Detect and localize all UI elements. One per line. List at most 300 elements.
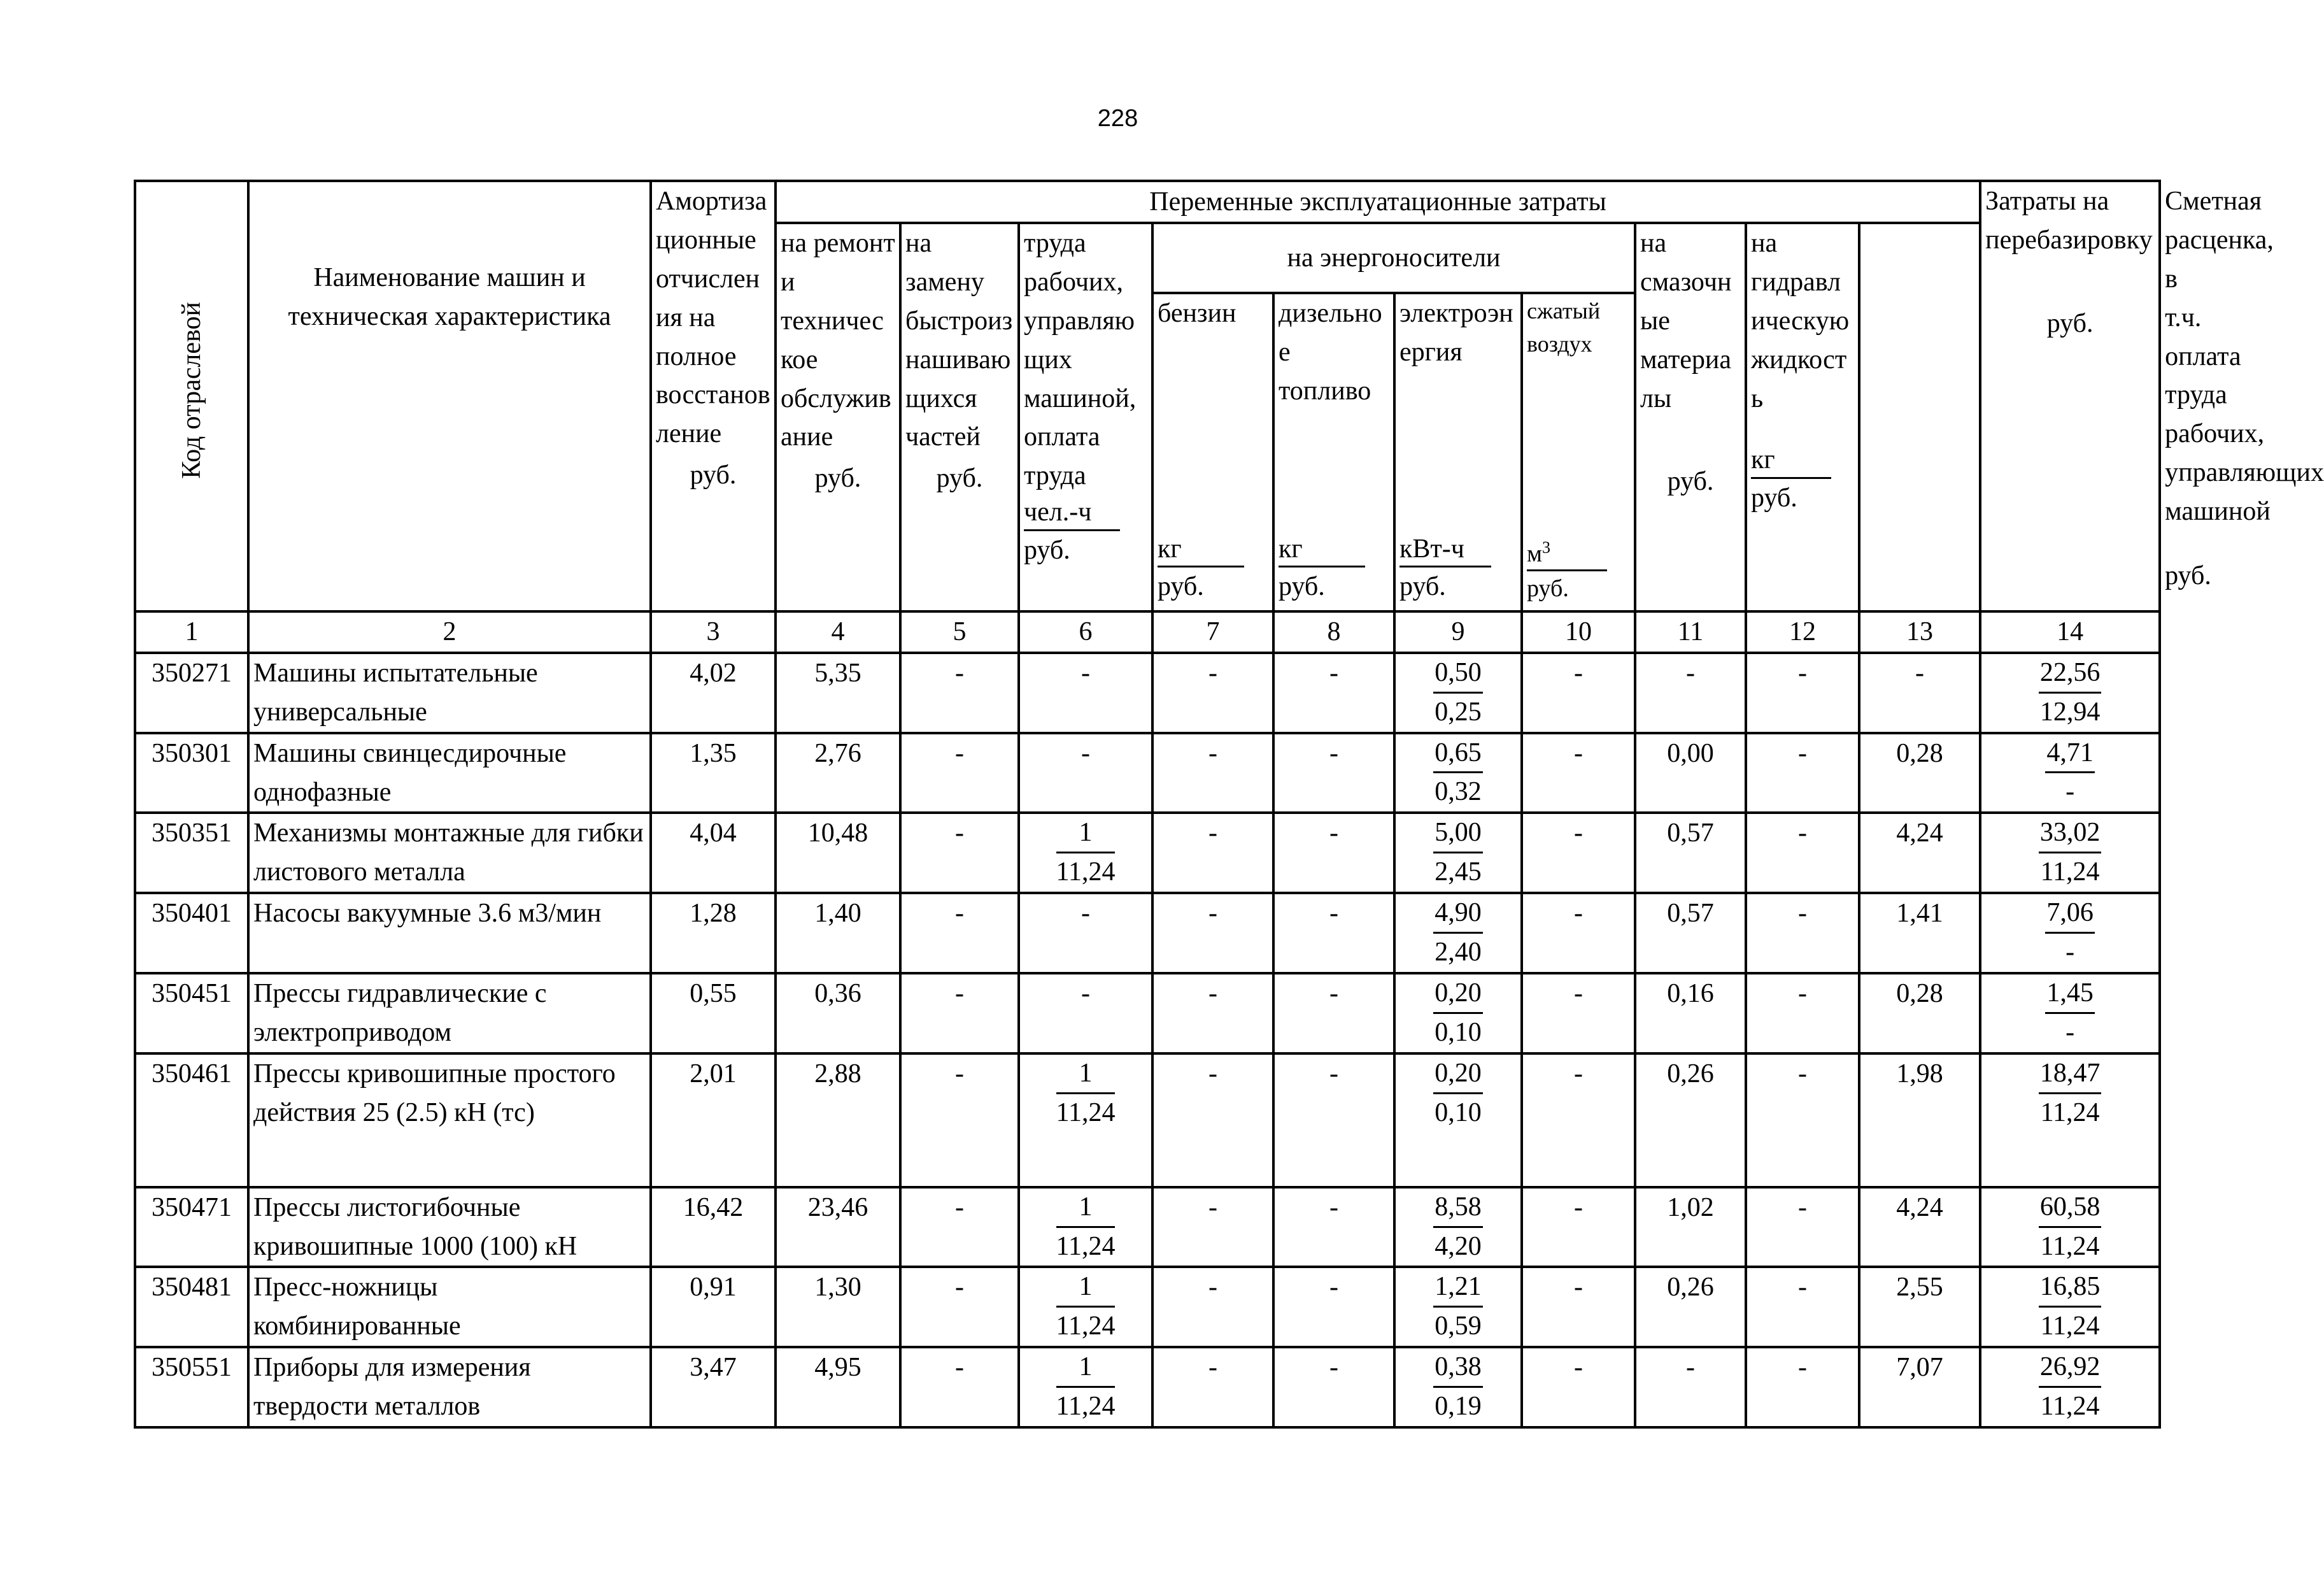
row-estimate	[1980, 1053, 2160, 1187]
row-electric-top: 0,38	[1433, 1348, 1483, 1388]
row-lube	[1635, 1053, 1746, 1187]
row-code-value: 350481	[152, 1273, 232, 1302]
row-electric	[1394, 653, 1522, 733]
row-diesel	[1273, 893, 1394, 973]
row-relocate-value: 4,24	[1896, 1192, 1943, 1222]
table-row	[135, 653, 2160, 733]
row-labor-bottom: 11,24	[1056, 1097, 1116, 1127]
row-labor-fraction	[1056, 1268, 1116, 1345]
header-variable	[776, 181, 1980, 223]
table-row	[135, 1053, 2160, 1187]
header-diesel	[1273, 293, 1394, 611]
row-petrol-value: -	[1208, 818, 1217, 848]
header-parts-text: на замену быстроизнашивающихся частей	[905, 229, 1013, 452]
row-parts	[900, 1187, 1019, 1267]
row-estimate-bottom: -	[2065, 938, 2075, 967]
row-labor-value: -	[1081, 899, 1090, 929]
header-repair	[776, 223, 900, 611]
row-lube	[1635, 653, 1746, 733]
header-lube-text: на смазочные материалы	[1640, 229, 1732, 413]
row-amort-value: 3,47	[690, 1353, 737, 1383]
row-labor-value: -	[1081, 658, 1090, 688]
row-labor	[1019, 653, 1152, 733]
row-code-value: 350451	[152, 978, 232, 1008]
row-amort	[651, 1347, 776, 1427]
header-name	[248, 181, 651, 611]
row-repair	[776, 733, 900, 813]
row-code-value: 350271	[152, 658, 232, 688]
row-estimate-fraction	[2039, 1348, 2102, 1425]
col-num: 11	[1635, 611, 1746, 653]
row-amort	[651, 653, 776, 733]
col-num: 5	[900, 611, 1019, 653]
row-amort-value: 1,28	[690, 899, 737, 929]
row-hydr	[1746, 813, 1859, 893]
row-electric	[1394, 1053, 1522, 1187]
header-electric	[1394, 293, 1522, 611]
row-code	[135, 1347, 248, 1427]
row-estimate-fraction	[2045, 974, 2095, 1052]
row-relocate	[1859, 1347, 1980, 1427]
page-number: 228	[1097, 105, 1138, 132]
header-energy	[1152, 223, 1635, 293]
row-labor	[1019, 973, 1152, 1053]
row-hydr-value: -	[1798, 978, 1807, 1008]
row-amort-value: 2,01	[690, 1059, 737, 1088]
col-num: 9	[1394, 611, 1522, 653]
row-hydr-value: -	[1798, 1192, 1807, 1222]
row-estimate-bottom: 12,94	[2039, 697, 2101, 727]
row-name	[248, 1187, 651, 1267]
row-repair	[776, 973, 900, 1053]
row-labor	[1019, 813, 1152, 893]
row-amort-value: 0,55	[690, 978, 737, 1008]
row-electric-fraction	[1433, 1055, 1483, 1132]
row-relocate	[1859, 733, 1980, 813]
row-estimate-bottom: 11,24	[2040, 1097, 2100, 1127]
row-name	[248, 1267, 651, 1347]
row-name-value: Машины свинцесдирочные однофазные	[253, 738, 567, 807]
header-code-text: Код отраслевой	[176, 302, 206, 479]
row-electric-bottom: 0,10	[1435, 1017, 1482, 1047]
row-diesel	[1273, 1347, 1394, 1427]
row-diesel-value: -	[1329, 978, 1338, 1008]
row-diesel	[1273, 653, 1394, 733]
row-petrol	[1152, 1053, 1273, 1187]
row-estimate	[1980, 1267, 2160, 1347]
row-name-value: Прессы листогибочные кривошипные 1000 (100) кН	[253, 1192, 577, 1261]
header-hydr-unit-top: кг	[1751, 443, 1831, 479]
row-relocate-value: 0,28	[1896, 738, 1943, 768]
row-lube-value: -	[1686, 658, 1695, 688]
row-air	[1522, 893, 1635, 973]
row-estimate-bottom: 11,24	[2040, 1392, 2100, 1422]
header-repair-text: на ремонт и техническое обслуживание	[781, 229, 895, 452]
row-electric	[1394, 1187, 1522, 1267]
row-petrol	[1152, 1347, 1273, 1427]
row-parts-value: -	[955, 1192, 964, 1222]
row-name	[248, 1347, 651, 1427]
row-name	[248, 1053, 651, 1187]
row-diesel-value: -	[1329, 738, 1338, 768]
row-relocate	[1859, 653, 1980, 733]
col-num: 12	[1746, 611, 1859, 653]
row-electric	[1394, 1347, 1522, 1427]
row-petrol	[1152, 1267, 1273, 1347]
row-labor	[1019, 893, 1152, 973]
row-estimate	[1980, 813, 2160, 893]
row-electric-fraction	[1433, 1268, 1483, 1345]
row-code	[135, 1187, 248, 1267]
row-code	[135, 813, 248, 893]
row-electric-bottom: 4,20	[1435, 1231, 1482, 1261]
table-row	[135, 1187, 2160, 1267]
row-air-value: -	[1574, 1192, 1583, 1222]
table-row	[135, 973, 2160, 1053]
row-air	[1522, 1187, 1635, 1267]
machine-cost-table: Код отраслевой Наименование машин и техническая характеристика Амортизационные отчисления на полное восстановление руб. Переменные эксплуатационные затраты Затраты на перебазировку руб. Сметная расценка, в т.ч. оплата труда рабочих, управляющих машиной руб. на ремонт и техническое обслуживание руб. на замену быстроизнашивающихся частей руб. труда рабочих, управляющих машиной, оплата труда чел.-ч руб. на энергоносители на смазочные материалы руб. на гидравлическую жидкость кг руб. бензин кг руб. дизельное топливо кг руб. электроэнергия кВт-ч руб. сжатый воздух $м^3$ руб. 1 2 3 4 5 6 7 8 9 10 11 12 13 14 350271 Машины испытательные универсальные 4,02 5,35 - - - - $\frac{0,50}{0,25}$ - - - - $\frac{22,56}{12,94}$ 350301 Машины свинцесдирочные однофазные 1,35 2,76 - - - - $\frac{0,65}{0,32}$ - 0,00 - 0,28 4,71 - 350351 Механизмы монтажные для гибки листового металла 4,04 10,48 - $\frac{1}{11,24}$ - - $\frac{5,00}{2,45}$ - 0,57 - 4,24 $\frac{33,02}{11,24}$ 350401 Насосы вакуумные 3.6 м3/мин 1,28 1,40 - - - - $\frac{4,90}{2,40}$ - 0,57 - 1,41 7,06 - 350451 Прессы гидравлические с электроприводом 0,55 0,36 - - - - $\frac{0,20}{0,10}$ - 0,16 - 0,28 1,45 - 350461 Прессы кривошипные простого действия 25 (2.5) кН (тс) 2,01 2,88 - $\frac{1}{11,24}$ - - $\frac{0,20}{0,10}$ - 0,26 - 1,98 $\frac{18,47}{11,24}$ 350471 Прессы листогибочные кривошипные 1000 (100) кН 16,42 23,46 - $\frac{1}{11,24}$ - - $\frac{8,58}{4,20}$ - 1,02 - 4,24 $\frac{60,58}{11,24}$ 350481 Пресс-ножницы комбинированные 0,91 1,30 - $\frac{1}{11,24}$ - - $\frac{1,21}{0,59}$ - 0,26 - 2,55 $\frac{16,85}{11,24}$ 350551 Приборы для измерения твердости металлов 3,47 4,95 - $\frac{1}{11,24}$ - - $\frac{0,38}{0,19}$ - - - 7,07 $\frac{26,92}{11,24}$	[134, 180, 2161, 1429]
row-code	[135, 733, 248, 813]
header-diesel-text: дизельное топливо	[1279, 299, 1382, 406]
col-num: 2	[248, 611, 651, 653]
row-repair	[776, 1187, 900, 1267]
row-code-value: 350401	[152, 899, 232, 929]
row-amort	[651, 1187, 776, 1267]
table-row	[135, 893, 2160, 973]
row-lube	[1635, 813, 1746, 893]
row-labor-value: -	[1081, 978, 1090, 1008]
row-relocate	[1859, 1267, 1980, 1347]
row-labor-bottom: 11,24	[1056, 1392, 1116, 1422]
row-air	[1522, 733, 1635, 813]
row-electric-top: 5,00	[1433, 814, 1483, 853]
header-parts-unit: руб.	[936, 464, 983, 494]
row-estimate-top: 1,45	[2045, 974, 2095, 1014]
row-air	[1522, 1267, 1635, 1347]
header-electric-text: электроэнергия	[1399, 299, 1513, 367]
header-hydr-text: на гидравлическую жидкость	[1751, 229, 1850, 413]
col-num: 6	[1019, 611, 1152, 653]
row-electric-fraction	[1433, 974, 1483, 1052]
row-estimate-fraction	[2039, 654, 2102, 731]
row-labor-fraction	[1056, 1348, 1116, 1425]
row-air-value: -	[1574, 658, 1583, 688]
row-diesel-value: -	[1329, 899, 1338, 929]
row-hydr-value: -	[1798, 1059, 1807, 1088]
header-energy-text: на энергоносители	[1287, 243, 1501, 273]
row-petrol	[1152, 973, 1273, 1053]
row-relocate-value: 4,24	[1896, 818, 1943, 848]
row-lube	[1635, 733, 1746, 813]
row-estimate-fraction	[2045, 734, 2095, 811]
row-electric-fraction	[1433, 1188, 1483, 1266]
row-estimate-top: 26,92	[2039, 1348, 2102, 1388]
row-code-value: 350471	[152, 1192, 232, 1222]
row-repair	[776, 653, 900, 733]
row-electric-top: 4,90	[1433, 894, 1483, 934]
row-code	[135, 973, 248, 1053]
row-repair-value: 23,46	[807, 1192, 868, 1222]
row-diesel-value: -	[1329, 1353, 1338, 1383]
row-hydr-value: -	[1798, 899, 1807, 929]
row-name-value: Прессы гидравлические с электроприводом	[253, 978, 547, 1047]
row-air-value: -	[1574, 1353, 1583, 1383]
row-hydr-value: -	[1798, 738, 1807, 768]
row-repair-value: 2,88	[814, 1059, 861, 1088]
row-estimate-fraction	[2039, 1188, 2102, 1266]
col-num: 8	[1273, 611, 1394, 653]
row-diesel-value: -	[1329, 1273, 1338, 1302]
row-estimate-bottom: -	[2065, 1017, 2075, 1047]
header-diesel-unit-top: кг	[1279, 532, 1365, 568]
row-name-value: Приборы для измерения твердости металлов	[253, 1353, 531, 1422]
row-repair-value: 4,95	[814, 1353, 861, 1383]
row-parts	[900, 813, 1019, 893]
row-labor-fraction	[1056, 1188, 1116, 1266]
row-hydr	[1746, 893, 1859, 973]
header-lube-unit: руб.	[1667, 467, 1714, 497]
row-petrol-value: -	[1208, 1059, 1217, 1088]
header-diesel-unit-bot: руб.	[1279, 572, 1325, 602]
row-amort	[651, 1053, 776, 1187]
table-row	[135, 1267, 2160, 1347]
row-estimate	[1980, 1347, 2160, 1427]
row-repair	[776, 813, 900, 893]
row-electric-top: 0,65	[1433, 734, 1483, 774]
row-code	[135, 653, 248, 733]
row-hydr	[1746, 1267, 1859, 1347]
row-electric	[1394, 1267, 1522, 1347]
row-electric-fraction	[1433, 894, 1483, 971]
row-parts	[900, 1347, 1019, 1427]
header-labor	[1019, 223, 1152, 611]
header-relocate	[1980, 181, 2160, 611]
row-labor-fraction	[1056, 814, 1116, 891]
row-amort-value: 4,04	[690, 818, 737, 848]
header-petrol	[1152, 293, 1273, 611]
header-variable-text: Переменные эксплуатационные затраты	[1149, 187, 1606, 217]
row-electric-bottom: 0,10	[1435, 1097, 1482, 1127]
row-parts	[900, 1267, 1019, 1347]
row-labor-top: 1	[1056, 1188, 1116, 1228]
header-repair-unit: руб.	[814, 464, 861, 494]
header-amort	[651, 181, 776, 611]
row-relocate	[1859, 813, 1980, 893]
row-name	[248, 733, 651, 813]
row-repair-value: 1,30	[814, 1273, 861, 1302]
row-electric-fraction	[1433, 734, 1483, 811]
row-parts-value: -	[955, 738, 964, 768]
row-petrol-value: -	[1208, 978, 1217, 1008]
row-estimate-top: 33,02	[2039, 814, 2102, 853]
row-petrol-value: -	[1208, 1353, 1217, 1383]
header-relocate-unit: руб.	[2046, 308, 2094, 338]
row-air-value: -	[1574, 978, 1583, 1008]
row-estimate-bottom: -	[2065, 777, 2075, 807]
row-air-value: -	[1574, 738, 1583, 768]
header-petrol-text: бензин	[1158, 299, 1236, 328]
header-air-text: сжатый воздух	[1527, 298, 1601, 357]
row-lube-value: 0,57	[1667, 899, 1714, 929]
row-labor-bottom: 11,24	[1056, 1231, 1116, 1261]
row-lube-value: 0,00	[1667, 738, 1714, 768]
row-diesel	[1273, 1187, 1394, 1267]
row-electric-top: 1,21	[1433, 1268, 1483, 1308]
row-labor	[1019, 1053, 1152, 1187]
row-name	[248, 893, 651, 973]
header-air-unit-top	[1527, 538, 1607, 571]
header-petrol-unit-top: кг	[1158, 532, 1244, 568]
row-lube-value: -	[1686, 1353, 1695, 1383]
row-repair	[776, 1267, 900, 1347]
row-electric-bottom: 0,25	[1435, 697, 1482, 727]
header-air-unit-bot: руб.	[1527, 574, 1569, 602]
header-labor-unit-top: чел.-ч	[1024, 496, 1120, 531]
row-parts	[900, 973, 1019, 1053]
row-electric-fraction	[1433, 1348, 1483, 1425]
row-relocate-value: 0,28	[1896, 978, 1943, 1008]
row-parts-value: -	[955, 1059, 964, 1088]
row-estimate	[1980, 653, 2160, 733]
header-code	[135, 181, 248, 611]
row-labor	[1019, 1187, 1152, 1267]
row-lube-value: 0,26	[1667, 1059, 1714, 1088]
header-labor-text: труда рабочих, управляющих машиной, оплата труда	[1024, 229, 1137, 491]
row-name	[248, 813, 651, 893]
col-num: 1	[135, 611, 248, 653]
row-labor	[1019, 733, 1152, 813]
row-labor-bottom: 11,24	[1056, 857, 1116, 887]
header-amort-text: Амортизационные отчисления на полное восстановление	[656, 187, 770, 449]
row-air-value: -	[1574, 899, 1583, 929]
row-estimate-bottom: 11,24	[2040, 1231, 2100, 1261]
row-hydr	[1746, 1053, 1859, 1187]
row-parts-value: -	[955, 1353, 964, 1383]
row-petrol-value: -	[1208, 1192, 1217, 1222]
row-electric-fraction	[1433, 654, 1483, 731]
col-num: 4	[776, 611, 900, 653]
row-air	[1522, 1053, 1635, 1187]
row-estimate-top: 7,06	[2045, 894, 2095, 934]
row-diesel	[1273, 733, 1394, 813]
row-repair-value: 1,40	[814, 899, 861, 929]
row-lube	[1635, 1347, 1746, 1427]
row-electric-bottom: 0,32	[1435, 777, 1482, 807]
row-hydr-value: -	[1798, 658, 1807, 688]
row-lube-value: 1,02	[1667, 1192, 1714, 1222]
row-air-value: -	[1574, 1059, 1583, 1088]
row-code-value: 350461	[152, 1059, 232, 1088]
row-parts-value: -	[955, 978, 964, 1008]
row-estimate	[1980, 1187, 2160, 1267]
row-relocate-value: 2,55	[1896, 1273, 1943, 1302]
row-diesel-value: -	[1329, 818, 1338, 848]
row-electric-bottom: 0,19	[1435, 1392, 1482, 1422]
row-parts	[900, 653, 1019, 733]
header-electric-unit-top: кВт-ч	[1399, 532, 1491, 568]
row-hydr	[1746, 1187, 1859, 1267]
header-lube	[1635, 223, 1746, 611]
row-relocate-value: 1,98	[1896, 1059, 1943, 1088]
row-hydr-value: -	[1798, 818, 1807, 848]
row-name-value: Прессы кривошипные простого действия 25 (2.5) кН (тс)	[253, 1059, 616, 1127]
row-repair-value: 0,36	[814, 978, 861, 1008]
table-row	[135, 1347, 2160, 1427]
row-air	[1522, 653, 1635, 733]
header-amort-unit: руб.	[690, 460, 737, 490]
row-estimate-bottom: 11,24	[2040, 1311, 2100, 1341]
row-amort	[651, 813, 776, 893]
header-air-unit-m: м	[1527, 540, 1543, 567]
row-hydr	[1746, 733, 1859, 813]
row-air-value: -	[1574, 818, 1583, 848]
row-petrol-value: -	[1208, 1273, 1217, 1302]
row-estimate-top: 22,56	[2039, 654, 2102, 694]
row-repair-value: 5,35	[814, 658, 861, 688]
row-estimate	[1980, 733, 2160, 813]
row-estimate-top: 60,58	[2039, 1188, 2102, 1228]
row-diesel-value: -	[1329, 658, 1338, 688]
row-repair-value: 10,48	[807, 818, 868, 848]
header-electric-unit-bot: руб.	[1399, 572, 1446, 602]
row-lube-value: 0,57	[1667, 818, 1714, 848]
row-estimate-bottom: 11,24	[2040, 857, 2100, 887]
row-parts-value: -	[955, 899, 964, 929]
row-lube	[1635, 1187, 1746, 1267]
row-electric-top: 8,58	[1433, 1188, 1483, 1228]
row-code-value: 350351	[152, 818, 232, 848]
header-hydr-unit-bot: руб.	[1751, 483, 1797, 513]
row-relocate	[1859, 1053, 1980, 1187]
row-amort	[651, 973, 776, 1053]
row-labor	[1019, 1347, 1152, 1427]
row-hydr	[1746, 653, 1859, 733]
row-labor-fraction	[1056, 1055, 1116, 1132]
row-estimate-fraction	[2045, 894, 2095, 971]
row-name	[248, 653, 651, 733]
column-number-row	[135, 611, 2160, 653]
row-electric-bottom: 2,45	[1435, 857, 1482, 887]
row-estimate-top: 4,71	[2045, 734, 2095, 774]
row-amort	[651, 893, 776, 973]
row-relocate-value: 7,07	[1896, 1353, 1943, 1383]
row-estimate-fraction	[2039, 1055, 2102, 1132]
row-air	[1522, 973, 1635, 1053]
row-name-value: Насосы вакуумные 3.6 м3/мин	[253, 899, 602, 929]
row-estimate-fraction	[2039, 1268, 2102, 1345]
row-hydr-value: -	[1798, 1353, 1807, 1383]
row-estimate-top: 16,85	[2039, 1268, 2102, 1308]
row-estimate-fraction	[2039, 814, 2102, 891]
row-repair-value: 2,76	[814, 738, 861, 768]
row-lube-value: 0,26	[1667, 1273, 1714, 1302]
col-num: 10	[1522, 611, 1635, 653]
row-relocate	[1859, 893, 1980, 973]
row-parts	[900, 893, 1019, 973]
row-repair	[776, 1053, 900, 1187]
header-hydr	[1746, 223, 1859, 611]
row-petrol	[1152, 1187, 1273, 1267]
row-relocate	[1859, 1187, 1980, 1267]
row-relocate-value: -	[1915, 658, 1925, 688]
row-name-value: Пресс-ножницы комбинированные	[253, 1273, 461, 1341]
row-amort-value: 1,35	[690, 738, 737, 768]
row-hydr	[1746, 1347, 1859, 1427]
row-lube-value: 0,16	[1667, 978, 1714, 1008]
row-amort-value: 16,42	[683, 1192, 744, 1222]
row-petrol	[1152, 893, 1273, 973]
row-petrol-value: -	[1208, 658, 1217, 688]
